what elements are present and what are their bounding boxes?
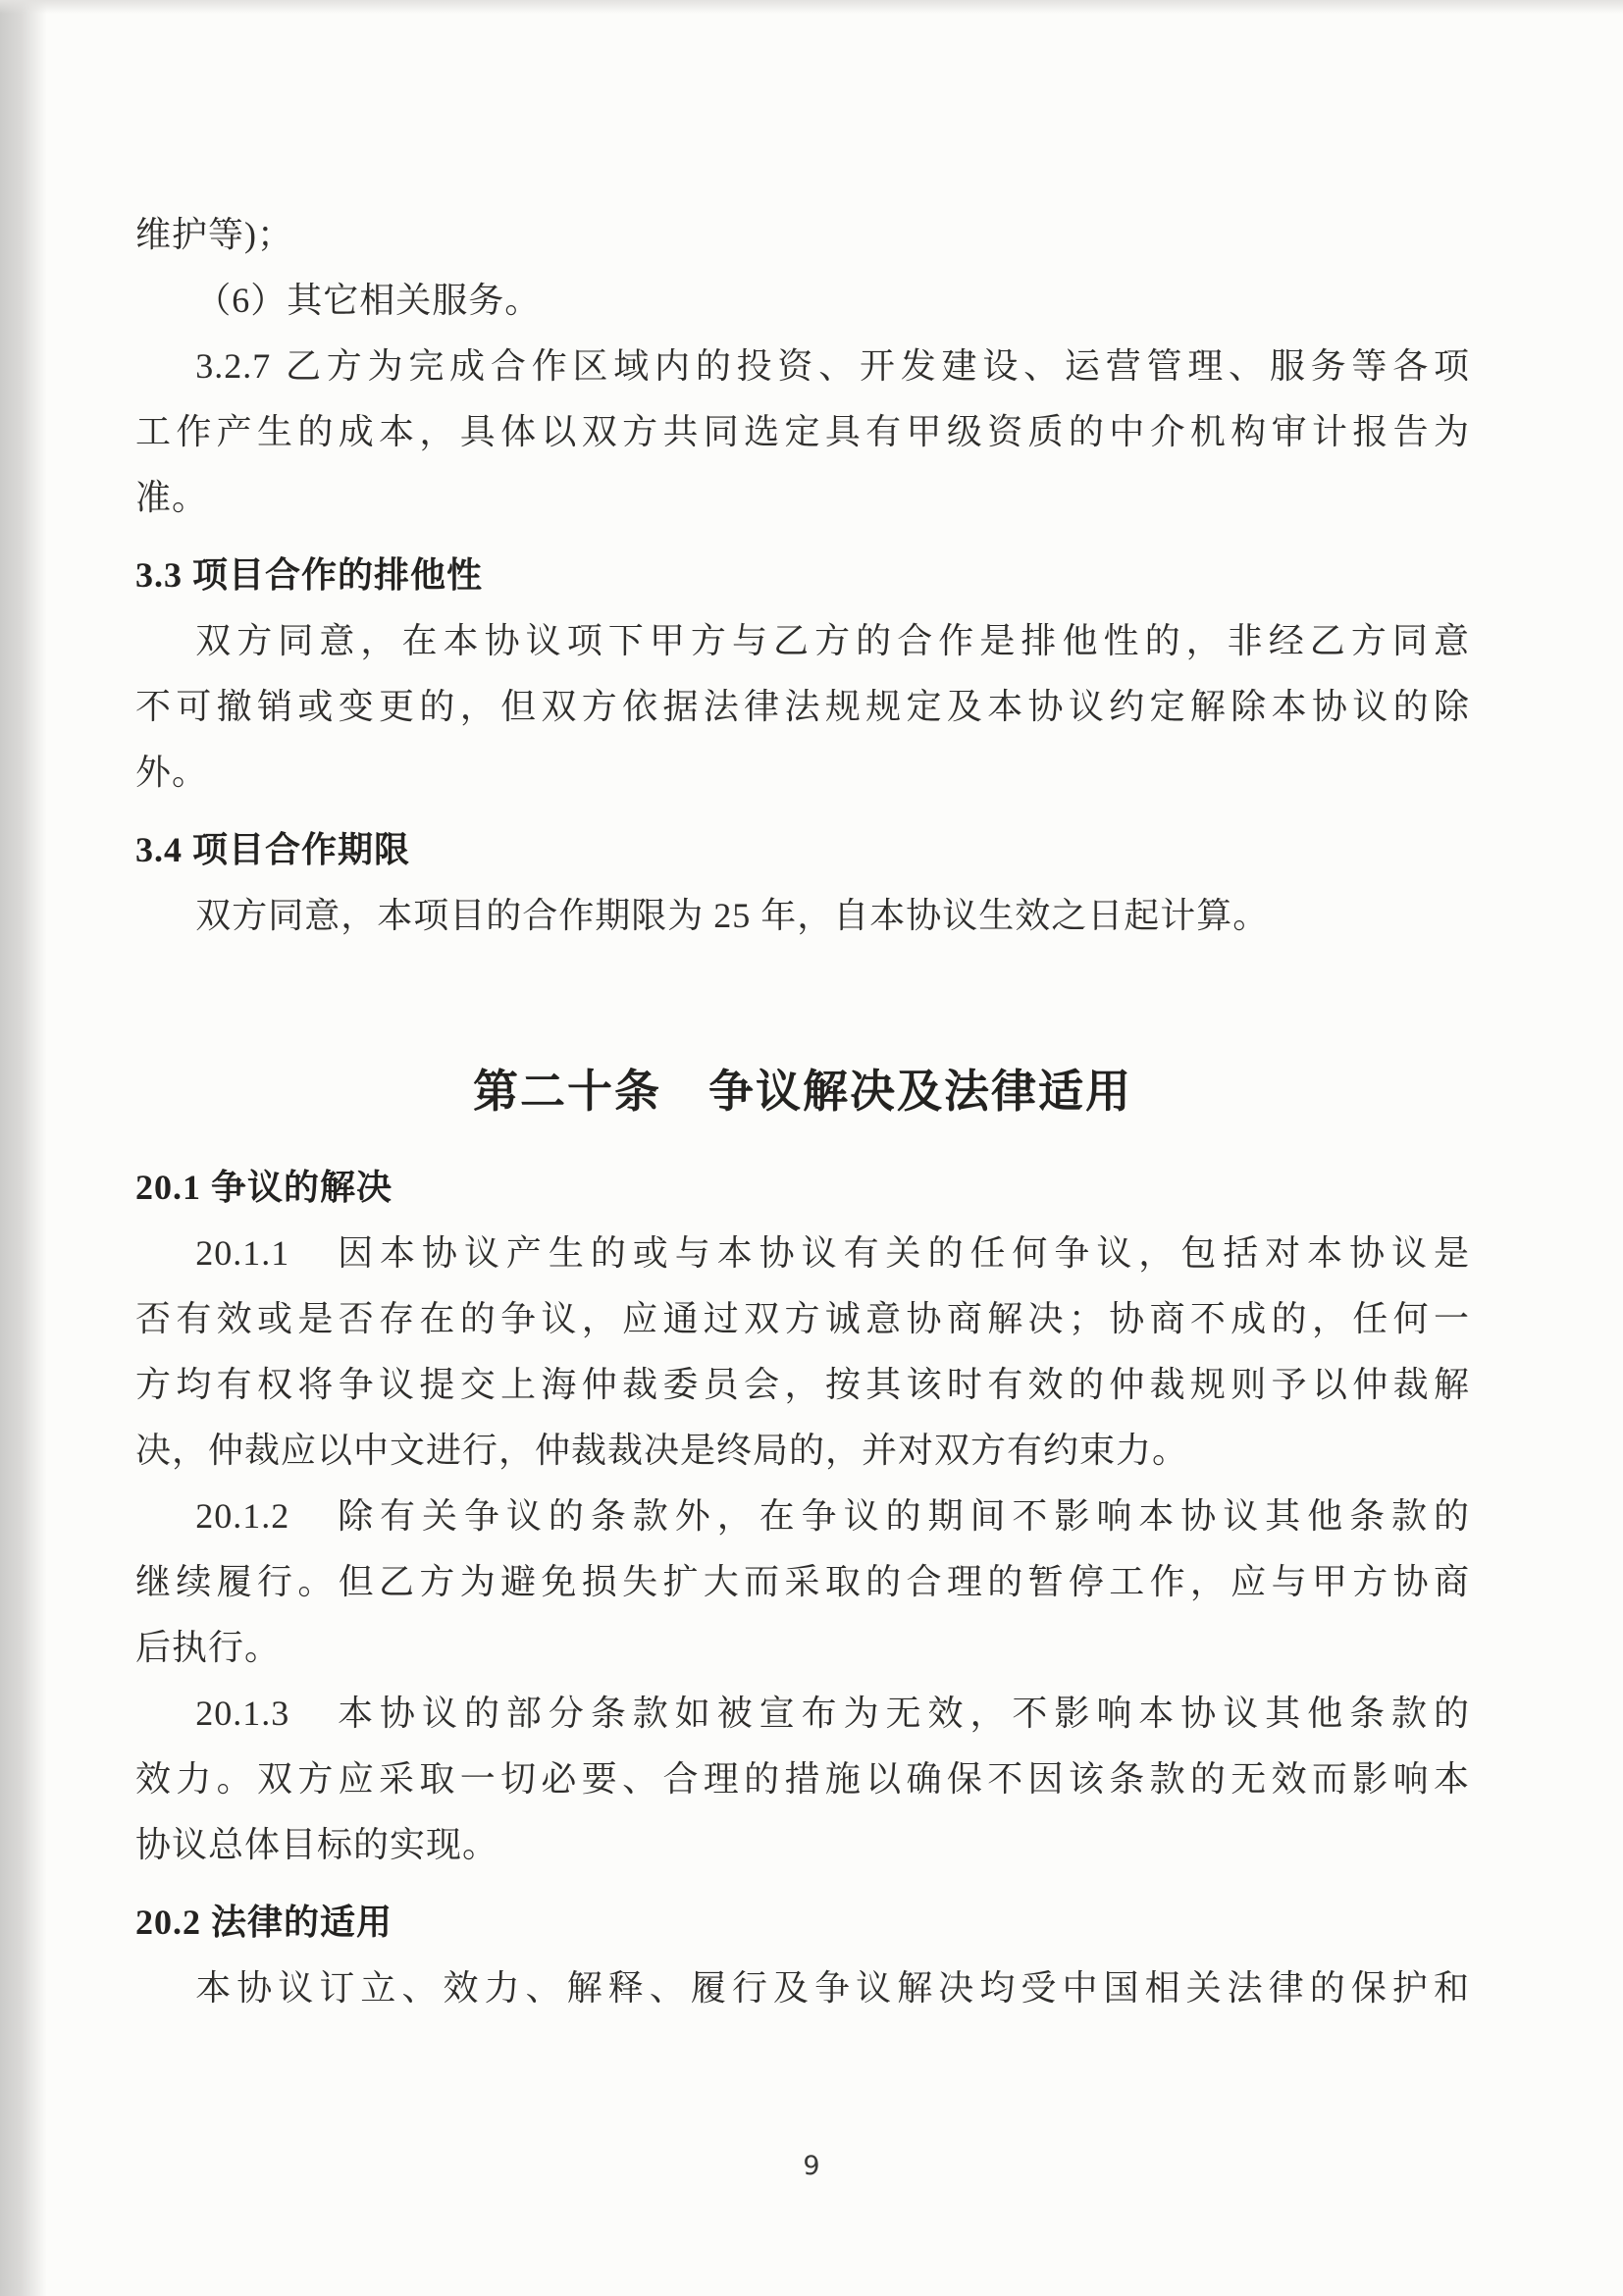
text-line-2012-2: 继续履行。但乙方为避免损失扩大而采取的合理的暂停工作，应与甲方协商 <box>135 1562 1470 1601</box>
text-line-2011-4: 决，仲裁应以中文进行，仲裁裁决是终局的，并对双方有约束力。 <box>135 1431 1189 1470</box>
text-line-33-2: 不可撤销或变更的，但双方依据法律法规规定及本协议约定解除本协议的除 <box>135 687 1470 726</box>
text-line-2012-1: 20.1.2 除有关争议的条款外，在争议的期间不影响本协议其他条款的 <box>195 1496 1470 1536</box>
text-line-327-2: 工作产生的成本，具体以双方共同选定具有甲级资质的中介机构审计报告为 <box>135 412 1470 451</box>
text-line-34-1: 双方同意，本项目的合作期限为 25 年，自本协议生效之日起计算。 <box>195 896 1270 935</box>
text-line-2011-3: 方均有权将争议提交上海仲裁委员会，按其该时有效的仲裁规则予以仲裁解 <box>135 1365 1470 1404</box>
scan-top-edge-artifact <box>0 0 1623 14</box>
section-heading-20-1: 20.1 争议的解决 <box>135 1168 393 1207</box>
text-line-2011-2: 否有效或是否存在的争议，应通过双方诚意协商解决；协商不成的，任何一 <box>135 1299 1470 1338</box>
section-heading-20-2: 20.2 法律的适用 <box>135 1903 393 1942</box>
text-line-carryover: 维护等)； <box>135 215 293 254</box>
text-line-33-3: 外。 <box>135 753 209 792</box>
text-line-2011-1: 20.1.1 因本协议产生的或与本协议有关的任何争议，包括对本协议是 <box>195 1233 1470 1273</box>
text-line-2013-3: 协议总体目标的实现。 <box>135 1825 499 1864</box>
text-line-2013-1: 20.1.3 本协议的部分条款如被宣布为无效，不影响本协议其他条款的 <box>195 1694 1470 1733</box>
text-line-33-1: 双方同意，在本协议项下甲方与乙方的合作是排他性的，非经乙方同意 <box>195 621 1470 660</box>
page-content <box>135 202 1470 2021</box>
text-line-2013-2: 效力。双方应采取一切必要、合理的措施以确保不因该条款的无效而影响本 <box>135 1759 1470 1799</box>
chapter-title: 第二十条 争议解决及法律适用 <box>473 1067 1132 1117</box>
text-line-327-1: 3.2.7 乙方为完成合作区域内的投资、开发建设、运营管理、服务等各项 <box>195 346 1470 386</box>
section-heading-3-4: 3.4 项目合作期限 <box>135 830 411 869</box>
scan-left-edge-artifact <box>0 0 47 2296</box>
section-heading-3-3: 3.3 项目合作的排他性 <box>135 555 484 595</box>
text-line-327-3: 准。 <box>135 478 209 517</box>
page-number: 9 <box>803 2151 820 2181</box>
text-line-202-1: 本协议订立、效力、解释、履行及争议解决均受中国相关法律的保护和 <box>195 1968 1470 2008</box>
text-line-2012-3: 后执行。 <box>135 1628 282 1667</box>
text-line-item6: （6）其它相关服务。 <box>195 281 542 320</box>
